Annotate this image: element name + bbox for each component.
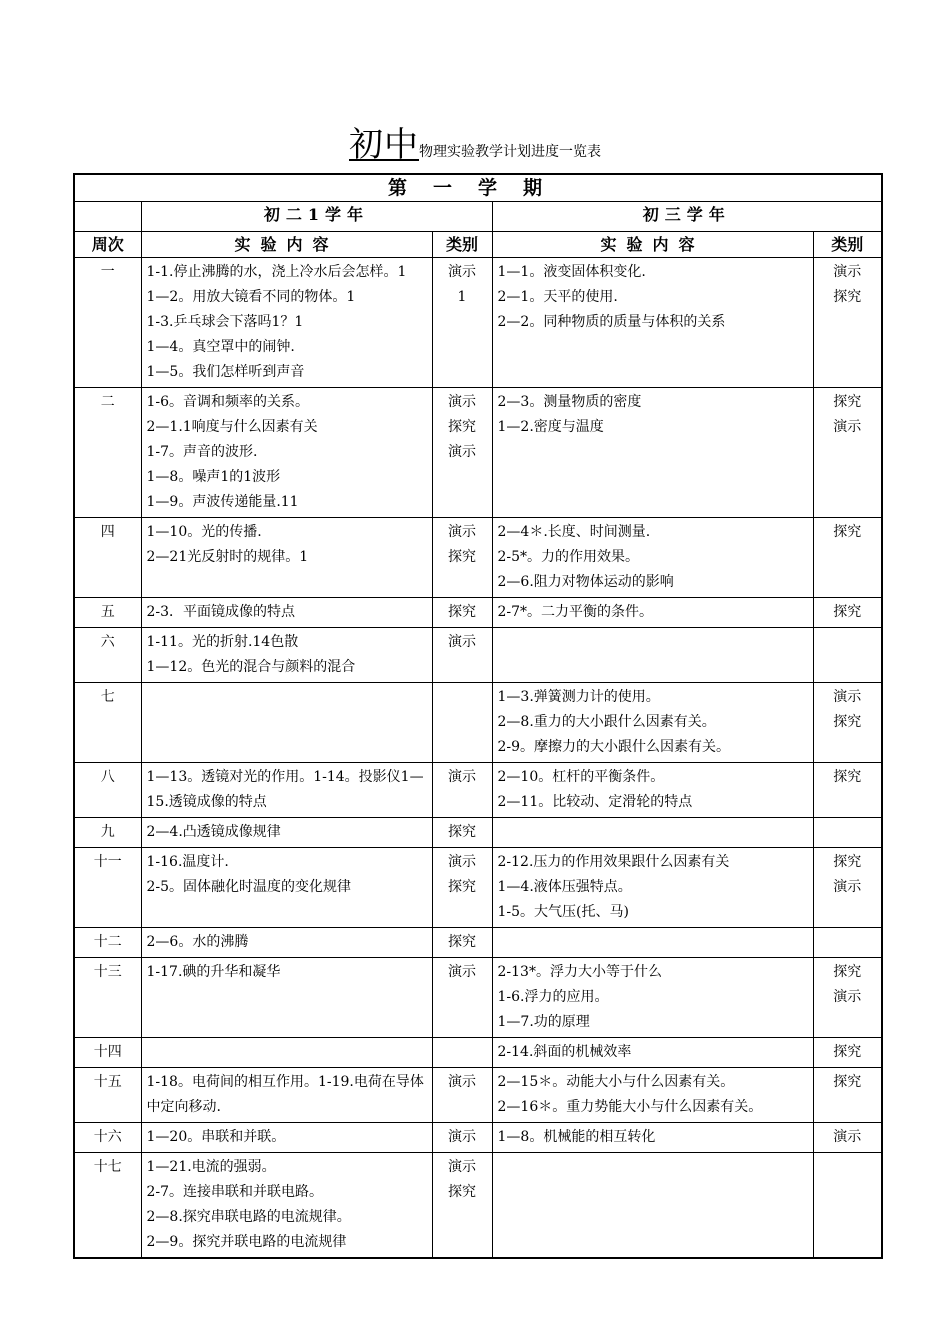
table-row — [74, 1068, 882, 1123]
left-category-cell — [432, 1153, 492, 1259]
experiment-item: 1-1.停止沸腾的水，浇上冷水后会怎样。1 — [146, 264, 407, 280]
category-label: 演示 — [833, 264, 862, 280]
right-category-cell — [813, 1123, 882, 1153]
right-category-cell — [813, 763, 882, 818]
category-label: 演示 — [448, 1074, 476, 1090]
table-row — [74, 1153, 882, 1259]
week-cell: 九 — [74, 818, 141, 848]
experiment-item: 1-5。大气压(托、马) — [497, 904, 629, 920]
right-content-cell — [492, 848, 813, 928]
table-row — [74, 958, 882, 1038]
week-cell: 十七 — [74, 1153, 141, 1259]
experiment-item: 1—13。透镜对光的作用。1-14。投影仪1—15.透镜成像的特点 — [146, 769, 424, 810]
schedule-table — [73, 173, 883, 1259]
left-content-cell — [141, 683, 432, 763]
table-row — [74, 258, 882, 388]
left-category-cell — [432, 598, 492, 628]
category-label: 探究 — [448, 419, 476, 435]
left-content-cell — [141, 818, 432, 848]
grade-row — [74, 202, 882, 232]
experiment-item: 1—8。机械能的相互转化 — [497, 1129, 656, 1145]
right-content-cell — [492, 598, 813, 628]
category-label: 探究 — [448, 1184, 476, 1200]
left-category-cell — [432, 1123, 492, 1153]
experiment-item: 1-16.温度计. — [146, 854, 229, 870]
experiment-item: 1-18。电荷间的相互作用。1-19.电荷在导体中定向移动. — [146, 1074, 424, 1115]
right-content-cell — [492, 1153, 813, 1259]
table-row — [74, 683, 882, 763]
category-label: 演示 — [833, 689, 862, 705]
header-row — [74, 232, 882, 258]
left-content-cell — [141, 1123, 432, 1153]
right-category-cell — [813, 258, 882, 388]
semester-row — [74, 174, 882, 202]
right-category-cell — [813, 1153, 882, 1259]
right-content-cell — [492, 628, 813, 683]
category-label: 探究 — [833, 604, 862, 620]
left-category-cell — [432, 848, 492, 928]
week-cell: 七 — [74, 683, 141, 763]
schedule-body — [74, 174, 882, 1258]
right-category-cell — [813, 388, 882, 518]
experiment-item: 2-3．平面镜成像的特点 — [146, 604, 296, 620]
week-cell: 四 — [74, 518, 141, 598]
category-label: 演示 — [448, 1129, 476, 1145]
category-label: 演示 — [833, 879, 862, 895]
category-label: 演示 — [448, 524, 476, 540]
table-row — [74, 818, 882, 848]
right-category-cell — [813, 848, 882, 928]
left-category-cell — [432, 388, 492, 518]
week-cell: 十五 — [74, 1068, 141, 1123]
experiment-item: 1—8。噪声1的1波形 — [146, 469, 281, 485]
category-label: 演示 — [448, 964, 476, 980]
experiment-item: 2-12.压力的作用效果跟什么因素有关 — [497, 854, 730, 870]
right-category-cell — [813, 928, 882, 958]
category-label: 探究 — [448, 879, 476, 895]
experiment-item: 1—7.功的原理 — [497, 1014, 590, 1030]
experiment-item: 2—8.重力的大小跟什么因素有关。 — [497, 714, 716, 730]
left-content-cell — [141, 388, 432, 518]
experiment-item: 2-7。连接串联和并联电路。 — [146, 1184, 324, 1200]
experiment-item: 2-14.斜面的机械效率 — [497, 1044, 632, 1060]
left-category-cell — [432, 818, 492, 848]
page-title — [0, 125, 950, 165]
experiment-item: 2—4＊.长度、时间测量. — [497, 524, 651, 540]
grade-right-label: 初三学年 — [492, 202, 882, 232]
category-label: 探究 — [833, 524, 862, 540]
right-content-cell — [492, 1068, 813, 1123]
left-content-cell — [141, 1038, 432, 1068]
experiment-item: 2-13*。浮力大小等于什么 — [497, 964, 662, 980]
right-category-cell — [813, 818, 882, 848]
week-cell: 二 — [74, 388, 141, 518]
category-label: 探究 — [448, 934, 476, 950]
table-row — [74, 763, 882, 818]
category-label: 探究 — [833, 769, 862, 785]
category-label: 探究 — [448, 549, 476, 565]
experiment-item: 2—10。杠杆的平衡条件。 — [497, 769, 665, 785]
experiment-item: 2-5*。力的作用效果。 — [497, 549, 640, 565]
experiment-item: 1—21.电流的强弱。 — [146, 1159, 276, 1175]
left-content-cell — [141, 518, 432, 598]
table-row — [74, 388, 882, 518]
week-cell: 六 — [74, 628, 141, 683]
header-content-left: 实验内容 — [141, 232, 432, 258]
experiment-item: 1—3.弹簧测力计的使用。 — [497, 689, 660, 705]
header-category-right: 类别 — [813, 232, 882, 258]
table-row — [74, 518, 882, 598]
grade-left-label: 初二1学年 — [141, 202, 492, 232]
left-content-cell — [141, 848, 432, 928]
header-week: 周次 — [74, 232, 141, 258]
category-label: 探究 — [448, 824, 476, 840]
left-content-cell — [141, 258, 432, 388]
category-label: 演示 — [448, 394, 476, 410]
left-category-cell — [432, 683, 492, 763]
category-label: 探究 — [833, 964, 862, 980]
experiment-item: 1—20。串联和并联。 — [146, 1129, 286, 1145]
right-content-cell — [492, 388, 813, 518]
right-category-cell — [813, 683, 882, 763]
experiment-item: 2—1.1响度与什么因素有关 — [146, 419, 318, 435]
category-label: 探究 — [833, 394, 862, 410]
category-label: 演示 — [833, 1129, 862, 1145]
week-cell: 十四 — [74, 1038, 141, 1068]
category-label: 演示 — [448, 634, 476, 650]
table-row — [74, 928, 882, 958]
left-category-cell — [432, 928, 492, 958]
left-content-cell — [141, 628, 432, 683]
experiment-item: 1-6.浮力的应用。 — [497, 989, 609, 1005]
right-content-cell — [492, 518, 813, 598]
experiment-item: 1-3.乒乓球会下落吗1？1 — [146, 314, 304, 330]
left-category-cell — [432, 1068, 492, 1123]
experiment-item: 2—6。水的沸腾 — [146, 934, 249, 950]
experiment-item: 2-9。摩擦力的大小跟什么因素有关。 — [497, 739, 731, 755]
category-label: 探究 — [833, 714, 862, 730]
experiment-item: 2—21光反射时的规律。1 — [146, 549, 309, 565]
experiment-item: 1—10。光的传播. — [146, 524, 262, 540]
left-content-cell — [141, 1068, 432, 1123]
experiment-item: 2—1。天平的使用. — [497, 289, 618, 305]
experiment-item: 1—1。液变固体积变化. — [497, 264, 646, 280]
experiment-item: 1—2。用放大镜看不同的物体。1 — [146, 289, 356, 305]
experiment-item: 2—16＊。重力势能大小与什么因素有关。 — [497, 1099, 763, 1115]
right-category-cell — [813, 598, 882, 628]
right-content-cell — [492, 683, 813, 763]
experiment-item: 1-6。音调和频率的关系。 — [146, 394, 310, 410]
week-cell: 十六 — [74, 1123, 141, 1153]
header-content-right: 实验内容 — [492, 232, 813, 258]
right-content-cell — [492, 1038, 813, 1068]
experiment-item: 2—9。探究并联电路的电流规律 — [146, 1234, 347, 1250]
category-label: 探究 — [833, 1074, 862, 1090]
week-cell: 一 — [74, 258, 141, 388]
experiment-item: 2—3。测量物质的密度 — [497, 394, 642, 410]
right-category-cell — [813, 1038, 882, 1068]
right-category-cell — [813, 1068, 882, 1123]
left-content-cell — [141, 958, 432, 1038]
experiment-item: 2—2。同种物质的质量与体积的关系 — [497, 314, 726, 330]
right-content-cell — [492, 958, 813, 1038]
right-content-cell — [492, 1123, 813, 1153]
experiment-item: 1—9。声波传递能量.11 — [146, 494, 299, 510]
table-row — [74, 1123, 882, 1153]
left-content-cell — [141, 1153, 432, 1259]
header-category-left: 类别 — [432, 232, 492, 258]
right-category-cell — [813, 628, 882, 683]
table-row — [74, 598, 882, 628]
category-label: 演示 — [448, 1159, 476, 1175]
experiment-item: 1—4。真空罩中的闹钟. — [146, 339, 295, 355]
category-label: 演示 — [448, 264, 476, 280]
table-row — [74, 1038, 882, 1068]
experiment-item: 1-17.碘的升华和凝华 — [146, 964, 281, 980]
left-category-cell — [432, 958, 492, 1038]
grade-blank-cell — [74, 202, 141, 232]
experiment-item: 1—2.密度与温度 — [497, 419, 604, 435]
week-cell: 五 — [74, 598, 141, 628]
category-label: 演示 — [833, 419, 862, 435]
category-label: 演示 — [833, 989, 862, 1005]
experiment-item: 1—12。色光的混合与颜料的混合 — [146, 659, 356, 675]
experiment-item: 2—4.凸透镜成像规律 — [146, 824, 281, 840]
table-row — [74, 848, 882, 928]
right-content-cell — [492, 763, 813, 818]
week-cell: 八 — [74, 763, 141, 818]
left-content-cell — [141, 928, 432, 958]
category-label: 演示 — [448, 854, 476, 870]
experiment-item: 1-7。声音的波形. — [146, 444, 258, 460]
experiment-item: 2-5。固体融化时温度的变化规律 — [146, 879, 352, 895]
right-content-cell — [492, 258, 813, 388]
category-label: 探究 — [833, 854, 862, 870]
category-label: 探究 — [448, 604, 476, 620]
semester-label: 第一学期 — [74, 174, 882, 202]
category-label: 探究 — [833, 289, 862, 305]
title-large: 初中 — [349, 125, 419, 165]
category-label: 探究 — [833, 1044, 862, 1060]
left-category-cell — [432, 763, 492, 818]
right-category-cell — [813, 518, 882, 598]
left-category-cell — [432, 628, 492, 683]
left-category-cell — [432, 258, 492, 388]
category-label: 1 — [457, 289, 467, 305]
category-label: 演示 — [448, 769, 476, 785]
experiment-item: 1—5。我们怎样听到声音 — [146, 364, 305, 380]
experiment-item: 1—4.液体压强特点。 — [497, 879, 632, 895]
experiment-item: 2-7*。二力平衡的条件。 — [497, 604, 654, 620]
left-content-cell — [141, 598, 432, 628]
table-row — [74, 628, 882, 683]
right-content-cell — [492, 818, 813, 848]
right-category-cell — [813, 958, 882, 1038]
experiment-item: 2—6.阻力对物体运动的影响 — [497, 574, 674, 590]
week-cell: 十二 — [74, 928, 141, 958]
left-content-cell — [141, 763, 432, 818]
experiment-item: 2—15＊。动能大小与什么因素有关。 — [497, 1074, 735, 1090]
experiment-item: 2—8.探究串联电路的电流规律。 — [146, 1209, 351, 1225]
left-category-cell — [432, 1038, 492, 1068]
right-content-cell — [492, 928, 813, 958]
experiment-item: 1-11。光的折射.14色散 — [146, 634, 299, 650]
title-small: 物理实验教学计划进度一览表 — [419, 144, 601, 160]
left-category-cell — [432, 518, 492, 598]
week-cell: 十一 — [74, 848, 141, 928]
week-cell: 十三 — [74, 958, 141, 1038]
experiment-item: 2—11。比较动、定滑轮的特点 — [497, 794, 693, 810]
category-label: 演示 — [448, 444, 476, 460]
